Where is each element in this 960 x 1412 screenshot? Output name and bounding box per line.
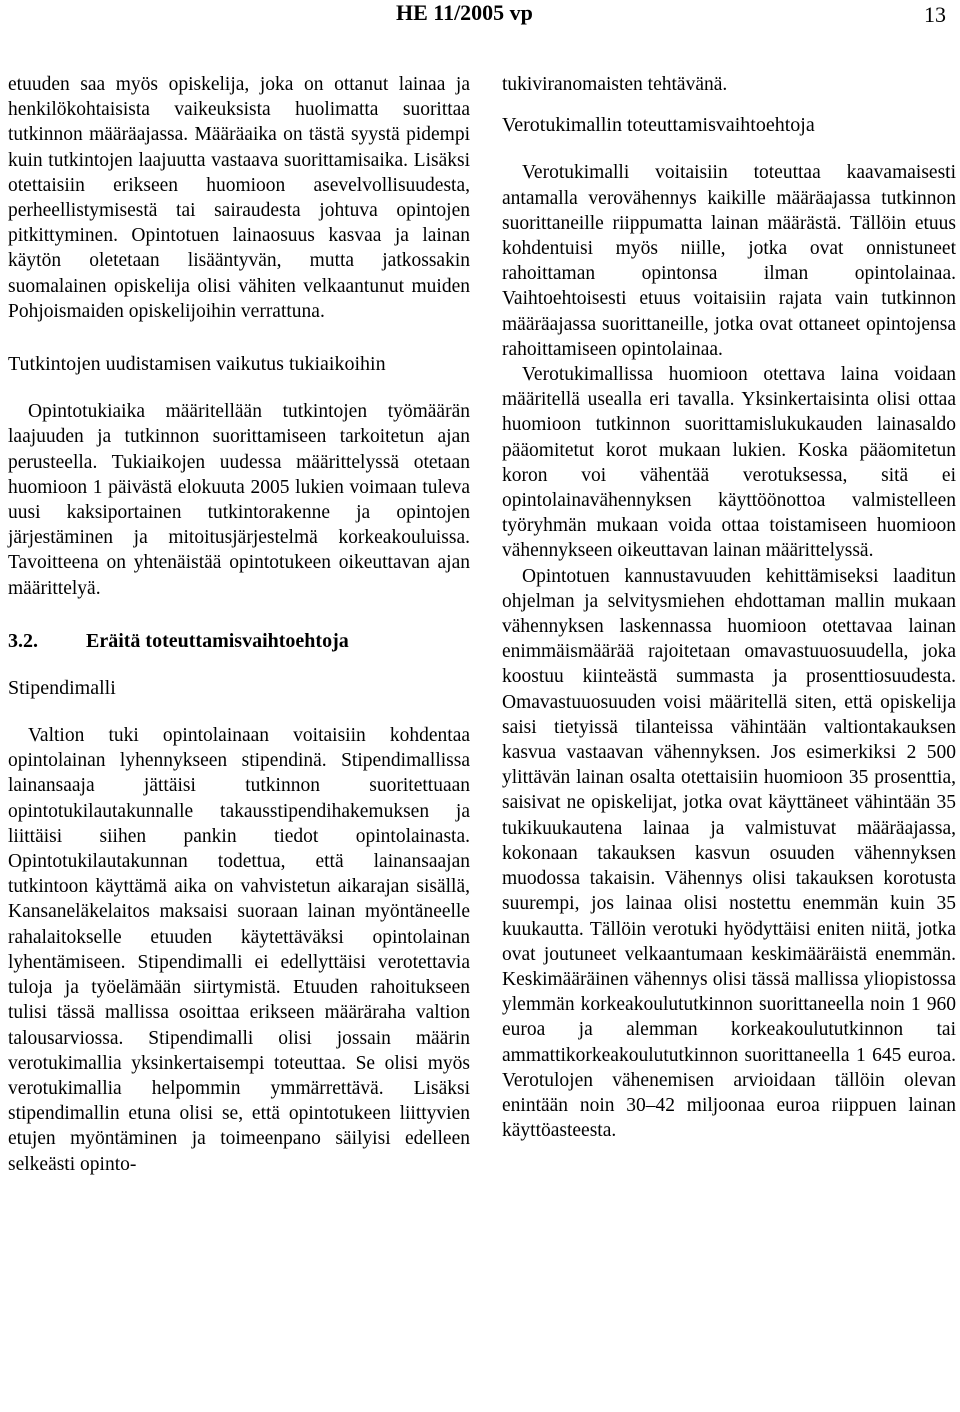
subheading-tutkintojen-uudistaminen: Tutkintojen uudistamisen vaikutus tukiaikoihin [8, 353, 386, 376]
page-number: 13 [924, 2, 946, 27]
page-header [0, 0, 960, 40]
paragraph: Opintotuen kannustavuuden kehittämiseksi laaditun ohjelman ja selvitysmiehen ehdottaman mallin mukaan vähennyksen laskennassa huomioon otettavaa lainan enimmäismäärää rajoitetaan omavastuuosuudella, joka koostuu kiinteästä summasta ja prosenttiosuudesta. Omavastuuosuuden voisi määritellä siten, että opiskelija saisi tietyissä tilanteissa vähintään valtiontakauksen kasvua vastaavan vähennyksen. Jos esimerkiksi 2 500 ylittävän lainan osalta otettaisiin huomioon 35 prosenttia, saisivat ne opiskelijat, jotka ovat käyttäneet vähintään 35 tukikuukautena lainaa ja valmistuvat määräajassa, kokonaan takauksen kasvun osuuden vähennyksen muodossa takaisin. Vähennys olisi takauksen korotusta suurempi, jos lainaa olisi nostettu enemmän kuin 35 kuukautta. Tällöin verotuki hyödyttäisi eniten niitä, jotka ovat joutuneet velkaantumaan keskimääräistä enemmän. Keskimääräinen vähennys olisi tässä mallissa yliopistossa ylemmän korkeakoulututkinnon suorittaneella noin 1 960 euroa ja alemman korkeakoulututkinnon tai ammattikorkeakoulututkinnon suorittaneella 1 645 euroa. Verotulojen vähenemisen arvioidaan tällöin olevan enintään noin 30–42 miljoonaa euroa riippuen lainan käyttöasteesta. [502, 565, 956, 1142]
section-title: Eräitä toteuttamisvaihtoehtoja [86, 629, 349, 652]
subheading-verotukimalli: Verotukimallin toteuttamisvaihtoehtoja [502, 114, 815, 137]
subheading-stipendimalli: Stipendimalli [8, 676, 116, 699]
section-number: 3.2. [8, 629, 38, 652]
paragraph: etuuden saa myös opiskelija, joka on ottanut lainaa ja henkilökohtaisista vaikeuksista huolimatta suorittaa tutkinnon määräajassa. Määräaika on tästä syystä pidempi kuin tutkintojen laajuutta vastaava suorittamisaika. Lisäksi otettaisiin erikseen huomioon asevelvollisuudesta, perheellistymisestä tai sairaudesta johtuva opintojen pitkittyminen. Opintotuen lainaosuus kasvaa ja lainan käytön oletetaan lisääntyvän, mutta jatkossakin suomalainen opiskelija olisi vähiten velkaantunut muiden Pohjoismaiden opiskelijoihin verrattuna. [8, 74, 470, 322]
paragraph: Verotukimalli voitaisiin toteuttaa kaavamaisesti antamalla verovähennys kaikille määräajassa tutkinnon suorittaneille riippumatta lainan määrästä. Tällöin etuus kohdentuisi myös niille, jotka ovat onnistuneet rahoittaman opintonsa ilman opintolainaa. Vaihtoehtoisesti etuus voitaisiin rajata vain tutkinnon määräajassa suorittaneille, jotka ovat ottaneet opintojensa rahoittamiseen opintolainaa. [502, 162, 956, 360]
paragraph: Valtion tuki opintolainaan voitaisiin kohdentaa opintolainan lyhennykseen stipendinä. Stipendimallissa lainansaaja jättäisi tutkinnon suoritettuaan opintotukilautakunnalle takausstipendihakemuksen ja liittäisi siihen pankin tiedot opintolainasta. Opintotukilautakunnan todettua, että lainansaajan tutkintoon käyttämä aika on vahvistetun aikarajan sisällä, Kansaneläkelaitos maksaisi suoraan lainan myöntäneelle rahalaitokselle etuuden käytettäväksi opintolainan lyhentämiseen. Stipendimalli ei edellyttäisi verotettavia tuloja ja työelämään siirtymistä. Etuuden rahoitukseen tulisi tässä mallissa osoittaa erikseen määräraha valtion talousarviossa. Stipendimalli olisi jossain määrin verotukimallia yksinkertaisempi toteuttaa. Se olisi myös verotukimallia helpommin ymmärrettävä. Lisäksi stipendimallin etuna olisi se, että opintotukeen liittyvien etujen myöntäminen ja toimeenpano säilyisi edelleen selkeästi opinto- [8, 725, 470, 1175]
section-heading [8, 629, 470, 654]
paragraph: Verotukimallissa huomioon otettava laina voidaan määritellä usealla eri tavalla. Yksinkertaisinta olisi ottaa huomioon tutkinnon suorittamislukukauden lainasaldo pääomitetut korot mukaan lukien. Koska pääomitetun koron voi vähentää verotuksessa, sitä ei opintolainavähennyksen käyttöönottoa valmistelleen työryhmän mukaan voida ottaa toistamiseen huomioon vähennykseen oikeuttavan lainan määrittelyssä. [502, 364, 956, 562]
paragraph: tukiviranomaisten tehtävänä. [502, 74, 728, 95]
left-column [8, 72, 470, 1177]
document-id: HE 11/2005 vp [396, 0, 533, 25]
right-column [502, 72, 956, 1143]
paragraph: Opintotukiaika määritellään tutkintojen työmäärän laajuuden ja tutkinnon suorittamiseen tarkoitetun ajan perusteella. Tukiaikojen uudessa määrittelyssä otetaan huomioon 1 päivästä elokuuta 2005 lukien voimaan tuleva uusi kaksiportainen tutkintorakenne ja opintojen järjestäminen ja mitoitusjärjestelmä korkeakouluissa. Tavoitteena on yhtenäistää opintotukeen oikeuttavan ajan määrittelyä. [8, 401, 470, 599]
